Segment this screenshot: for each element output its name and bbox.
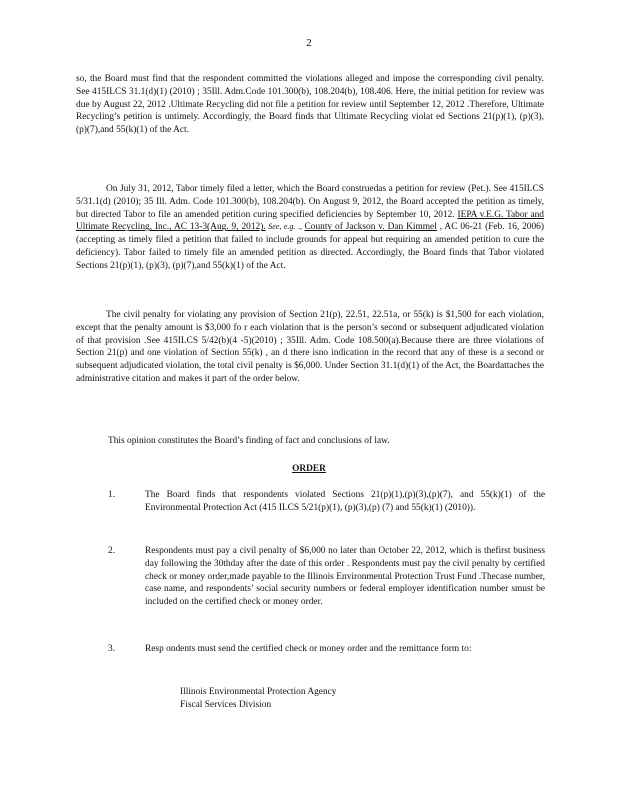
order-item-number: 2.	[108, 546, 116, 556]
order-item-text: Respondents must pay a civil penalty of $6,000 no later than October 22, 2012, which is thefirst business day following the 30thday after the date of this order . Respondents must pay the civil penalty by certified check or money order,made payable to the Illinois Environmental Protection Trust Fund .Thecase number, case name, and respondents’ social security numbers or federal employer identification number smust be included on the certified check or money order.	[145, 546, 545, 608]
order-item-number: 3.	[108, 644, 116, 654]
see-eg-signal: See, e.g. .,	[265, 222, 305, 232]
paragraph-findings-statement: This opinion constitutes the Board’s finding of fact and conclusions of law.	[108, 436, 390, 446]
paragraph-tabor-petition	[76, 183, 544, 273]
order-heading	[0, 464, 618, 474]
case-citation-jackson-kimmel: County of Jackson v. Dan Kimmel	[304, 222, 437, 233]
paragraph-civil-penalty: The civil penalty for violating any provision of Section 21(p), 22.51, 22.51a, or 55(k) is $1,500 for each violation, except that the penalty amount is $3,000 fo r each violation that is the person’s second or subsequent adjudicated violation of that provision .See 415ILCS 5/42(b)(4 -5)(2010) ; 35Ill. Adm. Code 108.500(a).Because there are three violations of Section 21(p) and one violation of Section 55(k) , an d there isno indication in the record that any of these is a second or subsequent adjudicated violation, the total civil penalty is $6,000. Under Section 31.1(d)(1) of the Act, the Boardattaches the administrative citation and makes it part of the order below.	[76, 310, 544, 384]
paragraph-untimely-petition: so, the Board must find that the respondent committed the violations alleged and impose the corresponding civil penalty. See 415ILCS 31.1(d)(1) (2010) ; 35Ill. Adm.Code 101.300(b), 108.204(b), 108.406. Here, the initial petition for review was due by August 22, 2012 .Ultimate Recycling did not file a petition for review until September 12, 2012 .Therefore, Ultimate Recycling’s petition is untimely. Accordingly, the Board finds that Ultimate Recycling violat ed Sections 21(p)(1), (p)(3), (p)(7),and 55(k)(1) of the Act.	[76, 74, 544, 136]
tabor-text-before: On July 31, 2012, Tabor timely filed a letter, which the Board construedas a petition for review (Pet.). See 415ILCS 5/31.1(d) (2010); 35 Ill. Adm. Code 101.300(b), 108.204(b). On August 9, 2012, the Board accepted the petition as timely, but directed Tabor to file an amended petition curing specified deficiencies by September 10, 2012.	[76, 184, 544, 220]
order-item-number: 1.	[108, 490, 116, 500]
address-line-division: Fiscal Services Division	[180, 700, 272, 710]
address-line-agency: Illinois Environmental Protection Agency	[180, 687, 337, 697]
order-item-text: Resp ondents must send the certified check or money order and the remittance form to:	[145, 644, 472, 654]
page-number: 2	[306, 37, 312, 49]
tabor-text-after: , AC 06-21 (Feb. 16, 2006) (accepting as timely filed a petition that failed to include grounds for appeal but requiring an amended petition to cure the deficiency). Tabor failed to timely file an amended petition as directed. Accordingly, the Board finds that Tabor violated Sections 21(p)(1), (p)(3), (p)(7),and 55(k)(1) of the Act.	[76, 222, 544, 271]
order-item-text: The Board finds that respondents violated Sections 21(p)(1),(p)(3),(p)(7), and 55(k)(1) of the Environmental Protection Act (415 ILCS 5/21(p)(1), (p)(3),(p) (7) and 55(k)(1) (2010)).	[145, 490, 545, 513]
order-heading-text: ORDER	[292, 464, 326, 474]
case-citation-iepa-tabor: IEPA v.E.G. Tabor and Ultimate Recycling, Inc., AC 13-3(Aug. 9, 2012).	[76, 209, 544, 233]
